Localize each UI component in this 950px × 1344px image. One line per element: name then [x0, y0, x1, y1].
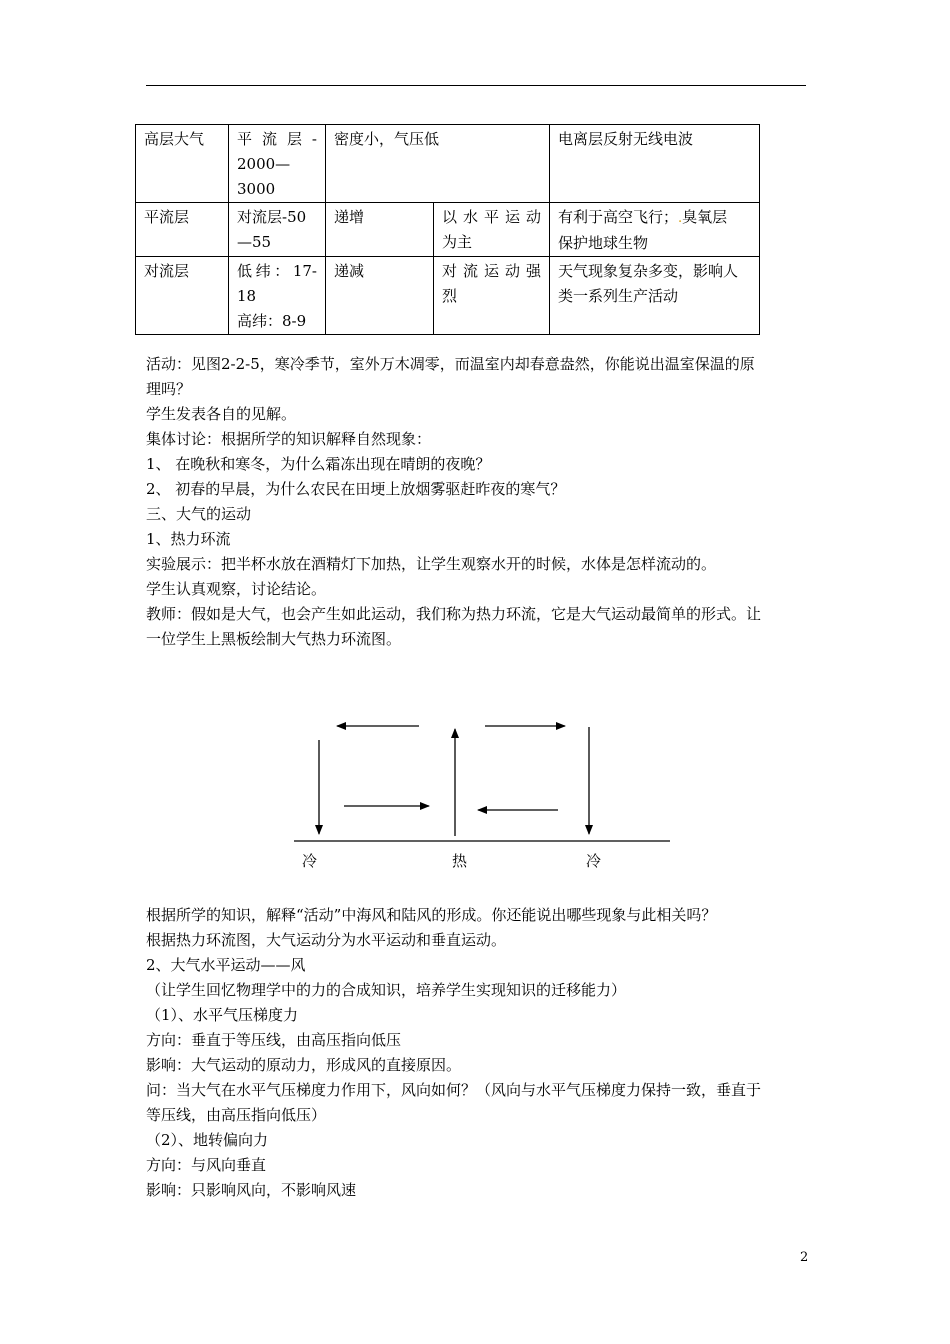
- subsection-heading: （2）、地转偏向力: [146, 1131, 269, 1149]
- cell-line: 烈: [442, 287, 458, 305]
- table-cell: [229, 203, 326, 257]
- table-cell: 电离层反射无线电波: [550, 125, 760, 203]
- paragraph: 根据所学的知识，解释“活动”中海风和陆风的形成。你还能说出哪些现象与此相关吗？: [146, 906, 717, 924]
- paragraph: 一位学生上黑板绘制大气热力环流图。: [146, 630, 402, 648]
- dot-mark: .: [678, 211, 683, 226]
- paragraph: 根据热力环流图，大气运动分为水平运动和垂直运动。: [146, 931, 507, 949]
- table-row: [136, 125, 760, 203]
- cell-line: 3000: [237, 180, 276, 198]
- paragraph: 学生认真观察，讨论结论。: [146, 580, 327, 598]
- table-row: [136, 203, 760, 257]
- header-rule: [146, 85, 806, 86]
- cell-line: 高纬：8-9: [237, 312, 307, 330]
- cell-line: 保护地球生物: [558, 234, 649, 252]
- paragraph: 1、 在晚秋和寒冬，为什么霜冻出现在晴朗的夜晚？: [146, 455, 491, 473]
- table-cell: 平流层: [136, 203, 229, 257]
- cell-line: 类一系列生产活动: [558, 287, 679, 305]
- table-cell: [434, 257, 550, 335]
- table-cell: 对流层: [136, 257, 229, 335]
- paragraph: 方向：与风向垂直: [146, 1156, 267, 1174]
- subsection-heading: 1、热力环流: [146, 530, 231, 548]
- subsection-heading: （1）、水平气压梯度力: [146, 1006, 299, 1024]
- paragraph: 等压线，由高压指向低压）: [146, 1106, 327, 1124]
- cell-line: —55: [237, 233, 272, 251]
- table-cell: 密度小，气压低: [326, 125, 550, 203]
- paragraph: 实验展示：把半杯水放在酒精灯下加热，让学生观察水开的时候，水体是怎样流动的。: [146, 555, 717, 573]
- paragraph: 教师：假如是大气，也会产生如此运动，我们称为热力环流，它是大气运动最简单的形式。让: [146, 605, 762, 623]
- cell-line: 2000—: [237, 155, 291, 173]
- label-cold-right: 冷: [586, 852, 602, 870]
- paragraph: 问：当大气在水平气压梯度力作用下，风向如何？（风向与水平气压梯度力保持一致，垂直于: [146, 1081, 762, 1099]
- paragraph: 学生发表各自的见解。: [146, 405, 297, 423]
- table-cell: [550, 257, 760, 335]
- table-cell: 递减: [326, 257, 434, 335]
- cell-line: 臭氧层: [682, 208, 728, 226]
- paragraph: 影响：大气运动的原动力，形成风的直接原因。: [146, 1056, 462, 1074]
- paragraph: 理吗？: [146, 380, 192, 398]
- cell-line: 对流层-50: [237, 208, 307, 226]
- page-number: 2: [800, 1250, 809, 1265]
- paragraph: （让学生回忆物理学中的力的合成知识，培养学生实现知识的迁移能力）: [146, 981, 627, 999]
- paragraph: 2、 初春的早晨，为什么农民在田埂上放烟雾驱赶昨夜的寒气？: [146, 480, 566, 498]
- atmosphere-layers-table: [135, 124, 760, 335]
- table-cell: [550, 203, 760, 257]
- paragraph: 方向：垂直于等压线，由高压指向低压: [146, 1031, 402, 1049]
- cell-line: 为主: [442, 233, 473, 251]
- table-cell: [229, 257, 326, 335]
- cell-line: 天气现象复杂多变，影响人: [558, 262, 739, 280]
- label-cold-left: 冷: [302, 852, 318, 870]
- table-cell: 高层大气: [136, 125, 229, 203]
- cell-line: 对流运动强: [442, 262, 542, 280]
- paragraph: 集体讨论：根据所学的知识解释自然现象：: [146, 430, 432, 448]
- cell-line: 18: [237, 287, 257, 305]
- table-row: [136, 257, 760, 335]
- cell-line: 以水平运动: [442, 208, 542, 226]
- cell-line: 有利于高空飞行；: [558, 208, 679, 226]
- cell-line: 低纬：17-: [237, 262, 317, 280]
- table-cell: 递增: [326, 203, 434, 257]
- subsection-heading: 2、大气水平运动——风: [146, 956, 306, 974]
- table-cell: [434, 203, 550, 257]
- section-heading: 三、大气的运动: [146, 505, 252, 523]
- cell-line: 平流层-: [237, 130, 317, 148]
- paragraph: 活动：见图2-2-5，寒冷季节，室外万木凋零，而温室内却春意盎然，你能说出温室保温的原: [146, 355, 755, 373]
- thermal-circulation-diagram: [280, 710, 680, 880]
- paragraph: 影响：只影响风向，不影响风速: [146, 1181, 357, 1199]
- label-hot: 热: [452, 852, 468, 870]
- table-cell: [229, 125, 326, 203]
